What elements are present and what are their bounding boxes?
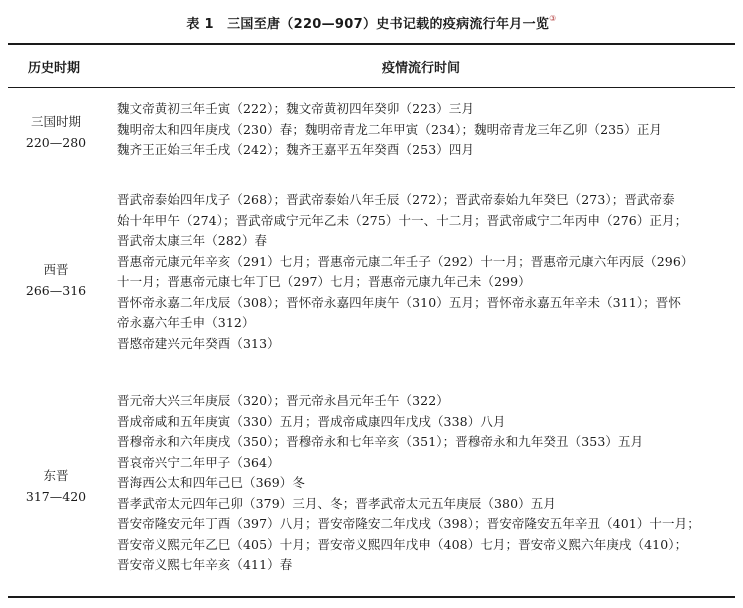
epidemic-list-eastern-jin <box>117 391 735 576</box>
period-years: 220—280 <box>25 135 87 150</box>
period-years: 317—420 <box>25 489 87 504</box>
epidemic-line: 晋愍帝建兴元年癸酉（313） <box>117 335 280 351</box>
epidemic-line: 晋元帝大兴三年庚辰（320）；晋元帝永昌元年壬午（322） <box>117 393 449 408</box>
table-bottom-rule <box>8 596 735 598</box>
period-name: 西晋 <box>43 262 69 277</box>
epidemic-line: 晋武帝泰始四年戊子（268）；晋武帝泰始八年壬辰（272）；晋武帝泰始九年癸巳（273）；晋武帝泰 <box>117 192 675 207</box>
epidemic-line: 魏齐王正始三年壬戌（242）；魏齐王嘉平五年癸酉（253）四月 <box>117 142 475 157</box>
period-years: 266—316 <box>25 283 87 298</box>
epidemic-line: 十一月；晋惠帝元康七年丁巳（297）七月；晋惠帝元康九年己未（299） <box>117 274 531 289</box>
epidemic-line: 晋惠帝元康元年辛亥（291）七月；晋惠帝元康二年壬子（292）十一月；晋惠帝元康六年丙辰（296） <box>117 253 694 269</box>
epidemic-line: 晋成帝咸和五年庚寅（330）五月；晋成帝咸康四年戊戌（338）八月 <box>117 413 506 429</box>
epidemic-list-three-kingdoms <box>117 99 735 161</box>
epidemic-line: 晋海西公太和四年己巳（369）冬 <box>117 475 305 490</box>
epidemic-line: 晋安帝义熙元年乙巳（405）十月；晋安帝义熙四年戊申（408）七月；晋安帝义熙六年庚戌（410）； <box>117 536 688 552</box>
epidemic-line: 晋武帝太康三年（282）春 <box>117 233 268 248</box>
epidemic-line: 晋安帝义熙七年辛亥（411）春 <box>117 557 293 572</box>
period-cell-western-jin <box>8 259 104 301</box>
table-caption <box>0 13 743 32</box>
epidemic-list-western-jin <box>117 190 735 354</box>
epidemic-line: 晋孝武帝太元四年己卯（379）三月、冬；晋孝武帝太元五年庚辰（380）五月 <box>117 495 556 511</box>
period-name: 三国时期 <box>30 114 81 129</box>
period-cell-three-kingdoms <box>8 111 104 153</box>
header-rule <box>8 87 735 88</box>
epidemic-line: 晋穆帝永和六年庚戌（350）；晋穆帝永和七年辛亥（351）；晋穆帝永和九年癸丑（353）五月 <box>117 434 644 449</box>
epidemic-line: 魏明帝太和四年庚戌（230）春；魏明帝青龙二年甲寅（234）；魏明帝青龙三年乙卯（235）正月 <box>117 121 663 137</box>
period-cell-eastern-jin <box>8 465 104 507</box>
epidemic-line: 晋安帝隆安元年丁酉（397）八月；晋安帝隆安二年戊戌（398）；晋安帝隆安五年辛丑（401）十一月； <box>117 516 700 531</box>
caption-text: 表 1 三国至唐（220—907）史书记载的疫病流行年月一览 <box>186 17 550 32</box>
period-name: 东晋 <box>43 468 69 483</box>
table-top-rule <box>8 43 735 45</box>
column-header-epidemic-time: 疫情流行时间 <box>382 61 461 76</box>
column-header-period: 历史时期 <box>28 61 81 76</box>
epidemic-line: 魏文帝黄初三年壬寅（222）；魏文帝黄初四年癸卯（223）三月 <box>117 101 475 116</box>
epidemic-line: 帝永嘉六年壬申（312） <box>117 315 255 330</box>
epidemic-line: 始十年甲午（274）；晋武帝咸宁元年乙未（275）十一、十二月；晋武帝咸宁二年丙申（276）正月； <box>117 212 688 228</box>
epidemic-line: 晋哀帝兴宁二年甲子（364） <box>117 454 280 470</box>
epidemic-line: 晋怀帝永嘉二年戊辰（308）；晋怀帝永嘉四年庚午（310）五月；晋怀帝永嘉五年辛未（311）；晋怀 <box>117 294 681 310</box>
footnote-marker: ③ <box>549 13 557 23</box>
